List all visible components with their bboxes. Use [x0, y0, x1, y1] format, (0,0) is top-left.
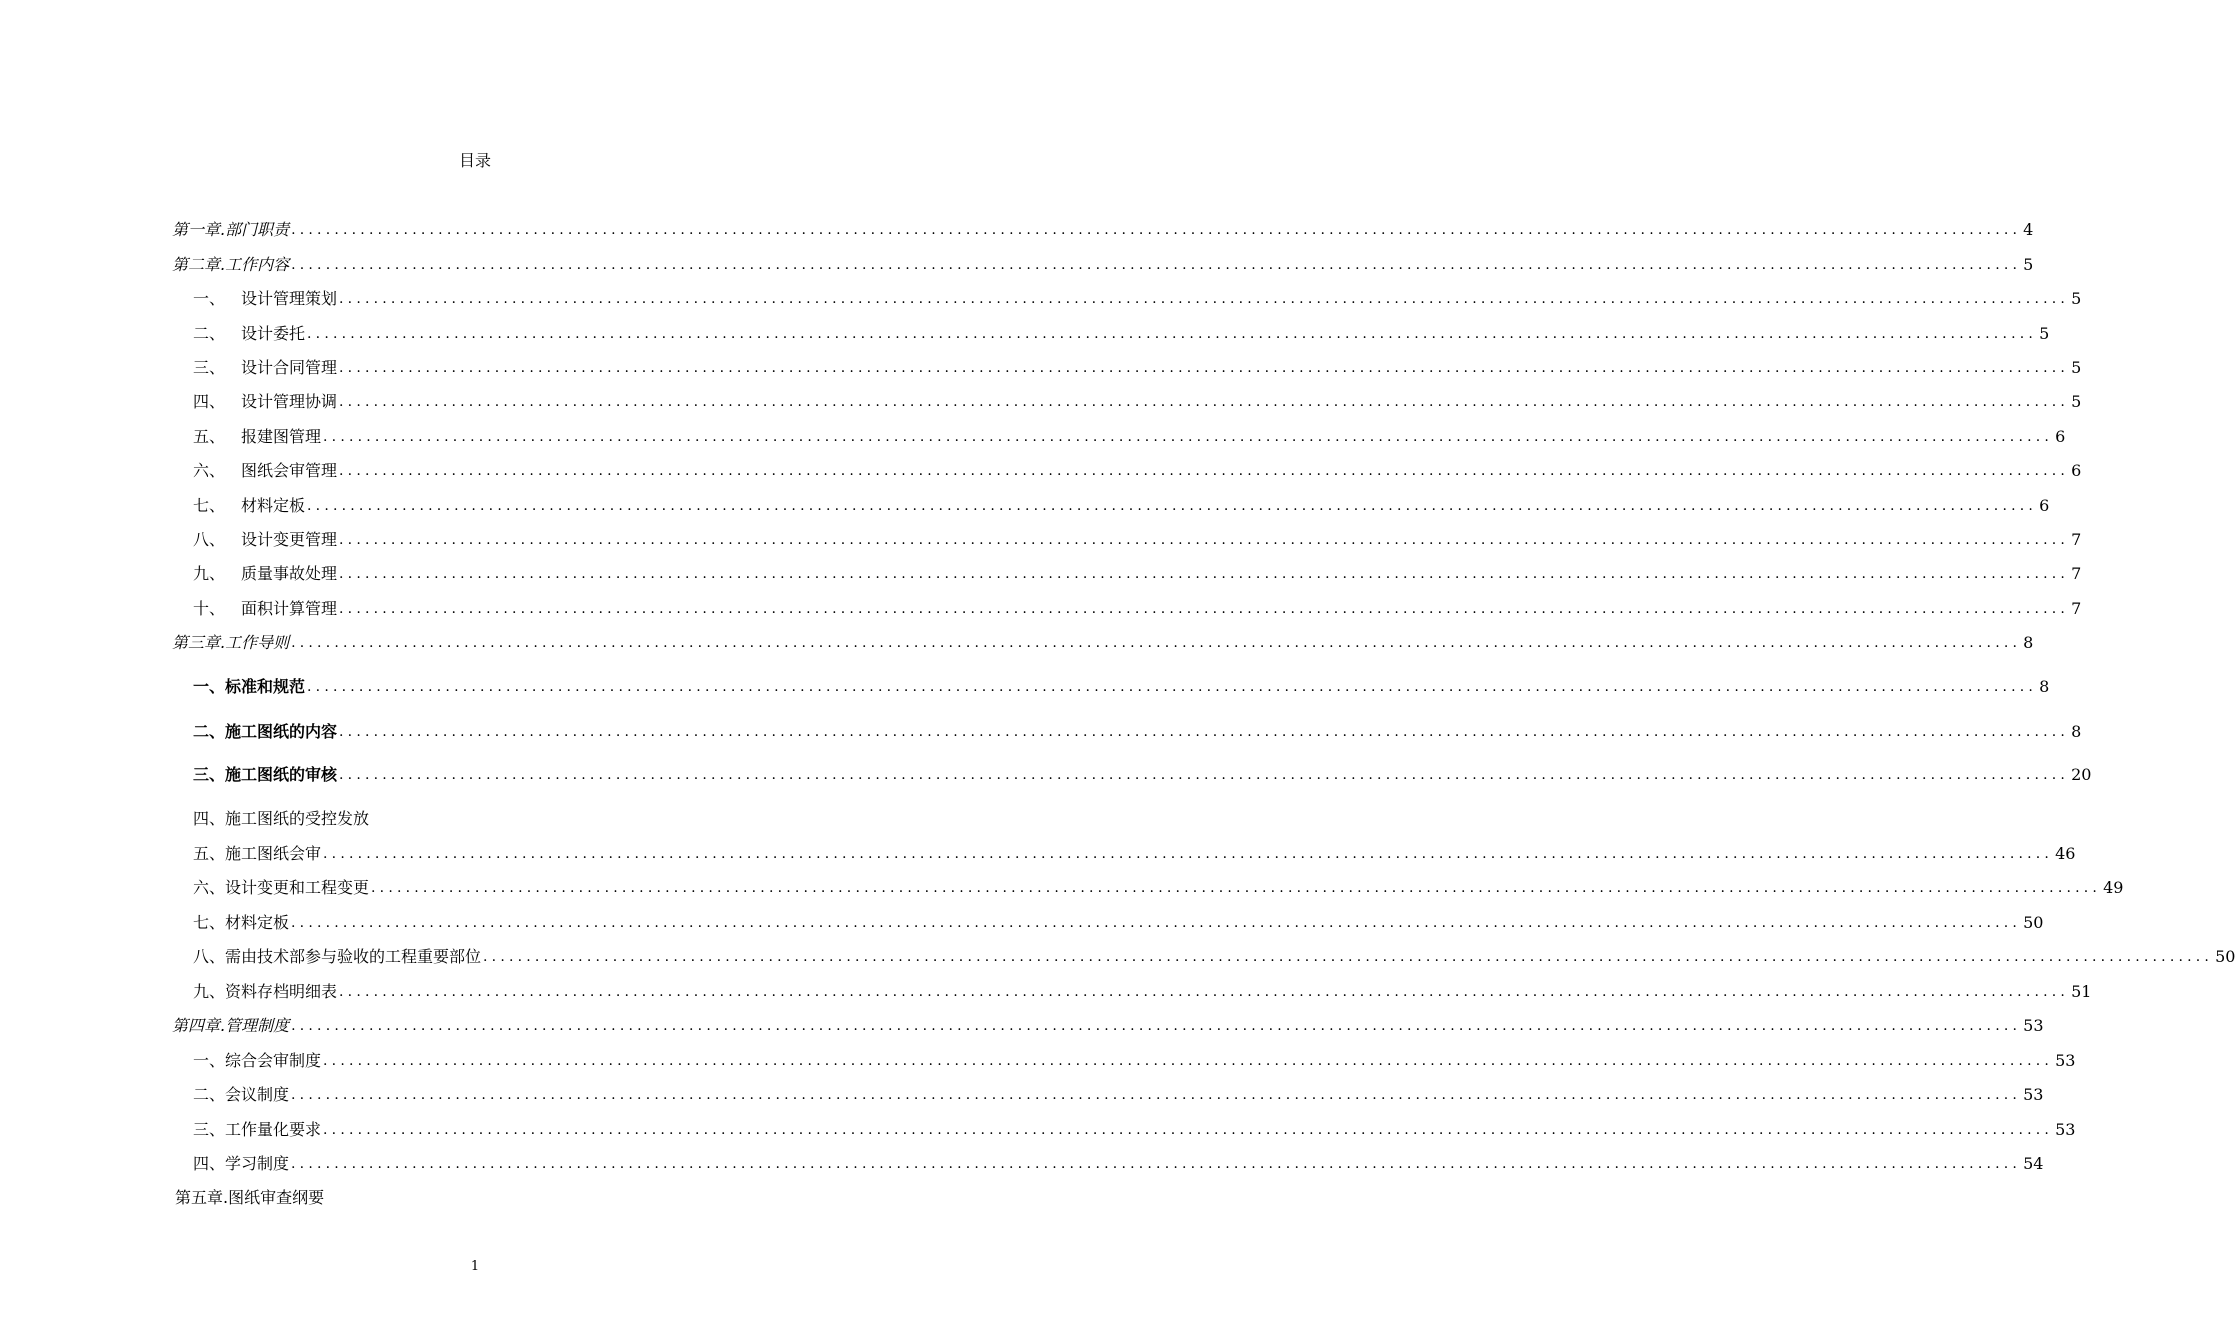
toc-entry-text: 综合会审制度	[225, 1051, 322, 1070]
toc-entry-page: 49	[2103, 878, 2124, 897]
toc-entry[interactable]	[172, 1014, 2044, 1038]
toc-entry-label	[193, 945, 481, 969]
toc-entry[interactable]	[193, 356, 2082, 380]
toc-entry-page: 20	[2071, 765, 2092, 784]
toc-entry-text: 施工图纸的受控发放	[225, 809, 370, 828]
toc-entry-label	[193, 287, 337, 311]
toc-dot-leader: ........................................................................................................................................................................................................	[339, 724, 2070, 740]
toc-entry-page: 5	[2023, 255, 2034, 274]
toc-entry-label	[193, 1049, 321, 1073]
toc-dot-leader: ........................................................................................................................................................................................................	[323, 1053, 2054, 1069]
toc-entry[interactable]	[193, 675, 2050, 699]
toc-entry-label	[172, 253, 289, 277]
toc-entry[interactable]	[193, 763, 2092, 787]
toc-entry-label	[193, 597, 337, 621]
toc-entry-page: 5	[2071, 392, 2082, 411]
toc-entry[interactable]	[193, 425, 2066, 449]
toc-entry-text: 设计委托	[241, 324, 306, 343]
toc-entry-number: 第五章.	[175, 1188, 229, 1207]
toc-entry-page: 7	[2071, 530, 2082, 549]
toc-entry-number: 三、	[193, 1120, 226, 1139]
toc-entry-text: 图纸会审管理	[241, 461, 338, 480]
toc-dot-leader: ........................................................................................................................................................................................................	[339, 532, 2070, 548]
toc-entry-label	[193, 459, 337, 483]
toc-entry-page: 53	[2055, 1120, 2076, 1139]
toc-entry[interactable]	[193, 1152, 2044, 1176]
toc-dot-leader: ........................................................................................................................................................................................................	[483, 949, 2214, 965]
toc-entry-number: 二、	[193, 722, 226, 741]
footer-page-number: 1	[470, 1259, 480, 1274]
toc-dot-leader: ........................................................................................................................................................................................................	[307, 498, 2038, 514]
toc-entry[interactable]	[193, 1118, 2076, 1142]
toc-entry-text: 会议制度	[225, 1085, 290, 1104]
toc-dot-leader: ........................................................................................................................................................................................................	[339, 601, 2070, 617]
toc-entry[interactable]	[172, 218, 2034, 242]
toc-entry-number: 一、	[193, 1051, 226, 1070]
toc-entry-label	[193, 1083, 289, 1107]
toc-entry-page: 51	[2071, 982, 2092, 1001]
toc-entry-text: 质量事故处理	[241, 564, 338, 583]
toc-dot-leader: ........................................................................................................................................................................................................	[291, 222, 2022, 238]
toc-entry-number: 三、	[193, 765, 226, 784]
toc-entry-label	[193, 807, 369, 831]
toc-entry-number: 八、	[193, 530, 226, 549]
toc-entry-number: 五、	[193, 427, 226, 446]
toc-entry-page: 6	[2055, 427, 2066, 446]
toc-entry-page: 54	[2023, 1154, 2044, 1173]
toc-entry-number: 九、	[193, 564, 226, 583]
toc-dot-leader: ........................................................................................................................................................................................................	[371, 880, 2102, 896]
toc-dot-leader: ........................................................................................................................................................................................................	[339, 463, 2070, 479]
toc-entry[interactable]	[193, 494, 2050, 518]
toc-entry-number: 七、	[193, 496, 226, 515]
toc-entry-text: 设计变更管理	[241, 530, 338, 549]
toc-entry-page: 6	[2071, 461, 2082, 480]
toc-entry[interactable]	[193, 1049, 2076, 1073]
toc-dot-leader: ........................................................................................................................................................................................................	[323, 846, 2054, 862]
toc-entry-page: 5	[2071, 289, 2082, 308]
toc-entry-text: 工作导则	[225, 633, 290, 652]
toc-entry-number: 四、	[193, 392, 226, 411]
toc-entry-number: 第二章.	[172, 255, 226, 274]
toc-dot-leader: ........................................................................................................................................................................................................	[339, 394, 2070, 410]
toc-dot-leader: ........................................................................................................................................................................................................	[323, 1122, 2054, 1138]
toc-entry-text: 面积计算管理	[241, 599, 338, 618]
toc-entry[interactable]	[193, 720, 2082, 744]
toc-dot-leader: ........................................................................................................................................................................................................	[323, 429, 2054, 445]
toc-entry-text: 图纸审查纲要	[228, 1188, 325, 1207]
toc-entry-number: 四、	[193, 1154, 226, 1173]
toc-entry-text: 报建图管理	[241, 427, 322, 446]
toc-entry-text: 工作量化要求	[225, 1120, 322, 1139]
toc-entry[interactable]	[193, 911, 2044, 935]
toc-entry[interactable]	[193, 528, 2082, 552]
toc-dot-leader: ........................................................................................................................................................................................................	[339, 360, 2070, 376]
toc-entry[interactable]	[193, 980, 2092, 1004]
toc-entry-text: 管理制度	[225, 1016, 290, 1035]
toc-entry-label	[193, 911, 289, 935]
toc-entry[interactable]	[193, 945, 2235, 969]
toc-entry-number: 三、	[193, 358, 226, 377]
toc-entry-label	[193, 356, 337, 380]
toc-dot-leader: ........................................................................................................................................................................................................	[339, 291, 2070, 307]
toc-entry-number: 二、	[193, 1085, 226, 1104]
toc-entry-page: 5	[2071, 358, 2082, 377]
toc-entry[interactable]	[193, 842, 2076, 866]
toc-entry-label	[193, 876, 369, 900]
toc-entry-label	[193, 1118, 321, 1142]
toc-entry-label	[193, 1152, 289, 1176]
toc-entry-label	[193, 562, 337, 586]
toc-entry-page: 7	[2071, 599, 2082, 618]
toc-entry-label	[193, 842, 321, 866]
toc-dot-leader: ........................................................................................................................................................................................................	[291, 635, 2022, 651]
toc-entry-number: 九、	[193, 982, 226, 1001]
toc-entry[interactable]	[172, 631, 2034, 655]
toc-dot-leader: ........................................................................................................................................................................................................	[307, 679, 2038, 695]
toc-entry-text: 工作内容	[225, 255, 290, 274]
toc-entry-label	[193, 390, 337, 414]
toc-entry-page: 50	[2023, 913, 2044, 932]
toc-dot-leader: ........................................................................................................................................................................................................	[339, 566, 2070, 582]
toc-dot-leader: ........................................................................................................................................................................................................	[291, 1156, 2022, 1172]
toc-entry-page: 7	[2071, 564, 2082, 583]
toc-entry-text: 设计合同管理	[241, 358, 338, 377]
toc-entry-number: 十、	[193, 599, 226, 618]
toc-entry[interactable]	[193, 597, 2082, 621]
toc-entry-text: 施工图纸会审	[225, 844, 322, 863]
toc-entry-page: 5	[2039, 324, 2050, 343]
toc-entry-label	[172, 218, 289, 242]
toc-entry-page: 50	[2215, 947, 2235, 966]
toc-dot-leader: ........................................................................................................................................................................................................	[339, 984, 2070, 1000]
toc-entry[interactable]	[193, 807, 369, 831]
toc-entry-text: 设计变更和工程变更	[225, 878, 370, 897]
toc-entry-page: 53	[2023, 1085, 2044, 1104]
toc-entry-label	[172, 631, 289, 655]
toc-entry-label	[193, 675, 305, 699]
toc-entry-number: 四、	[193, 809, 226, 828]
toc-entry-label	[193, 980, 337, 1004]
toc-dot-leader: ........................................................................................................................................................................................................	[339, 767, 2070, 783]
toc-dot-leader: ........................................................................................................................................................................................................	[291, 257, 2022, 273]
toc-entry-text: 设计管理协调	[241, 392, 338, 411]
toc-entry-page: 46	[2055, 844, 2076, 863]
toc-entry-page: 8	[2039, 677, 2050, 696]
toc-entry-label	[193, 494, 305, 518]
toc-entry-page: 6	[2039, 496, 2050, 515]
toc-entry-number: 一、	[193, 289, 226, 308]
toc-entry[interactable]	[172, 253, 2034, 277]
toc-dot-leader: ........................................................................................................................................................................................................	[307, 326, 2038, 342]
toc-entry-label	[193, 763, 337, 787]
toc-entry-text: 施工图纸的内容	[225, 722, 338, 741]
toc-entry[interactable]	[193, 287, 2082, 311]
toc-entry-text: 需由技术部参与验收的工程重要部位	[225, 947, 482, 966]
toc-entry-text: 材料定板	[225, 913, 290, 932]
toc-entry-text: 资料存档明细表	[225, 982, 338, 1001]
toc-entry-number: 第一章.	[172, 220, 226, 239]
toc-entry-page: 8	[2023, 633, 2034, 652]
toc-entry-number: 六、	[193, 878, 226, 897]
toc-entry-label	[193, 425, 321, 449]
toc-entry-number: 六、	[193, 461, 226, 480]
toc-entry-number: 一、	[193, 677, 226, 696]
page-title: 目录	[458, 151, 491, 170]
toc-entry-text: 设计管理策划	[241, 289, 338, 308]
toc-entry-page: 53	[2023, 1016, 2044, 1035]
toc-entry-label	[175, 1186, 324, 1210]
toc-entry[interactable]	[175, 1186, 324, 1210]
toc-entry[interactable]	[193, 322, 2050, 346]
toc-entry-number: 二、	[193, 324, 226, 343]
toc-entry-label	[193, 528, 337, 552]
toc-entry-page: 4	[2023, 220, 2034, 239]
toc-dot-leader: ........................................................................................................................................................................................................	[291, 915, 2022, 931]
toc-entry[interactable]	[193, 562, 2082, 586]
toc-entry-label	[193, 322, 305, 346]
toc-entry-text: 部门职责	[225, 220, 290, 239]
toc-dot-leader: ........................................................................................................................................................................................................	[291, 1018, 2022, 1034]
toc-entry-text: 材料定板	[241, 496, 306, 515]
toc-entry-page: 8	[2071, 722, 2082, 741]
toc-entry-label	[172, 1014, 289, 1038]
toc-entry-label	[193, 720, 337, 744]
toc-entry[interactable]	[193, 1083, 2044, 1107]
toc-entry-text: 施工图纸的审核	[225, 765, 338, 784]
toc-entry-page: 53	[2055, 1051, 2076, 1070]
toc-entry-number: 第三章.	[172, 633, 226, 652]
toc-entry[interactable]	[193, 390, 2082, 414]
toc-entry-text: 标准和规范	[225, 677, 306, 696]
toc-dot-leader: ........................................................................................................................................................................................................	[291, 1087, 2022, 1103]
toc-entry[interactable]	[193, 876, 2124, 900]
toc-entry-number: 第四章.	[172, 1016, 226, 1035]
toc-entry-number: 七、	[193, 913, 226, 932]
toc-entry-number: 五、	[193, 844, 226, 863]
toc-entry-number: 八、	[193, 947, 226, 966]
toc-entry-text: 学习制度	[225, 1154, 290, 1173]
toc-entry[interactable]	[193, 459, 2082, 483]
